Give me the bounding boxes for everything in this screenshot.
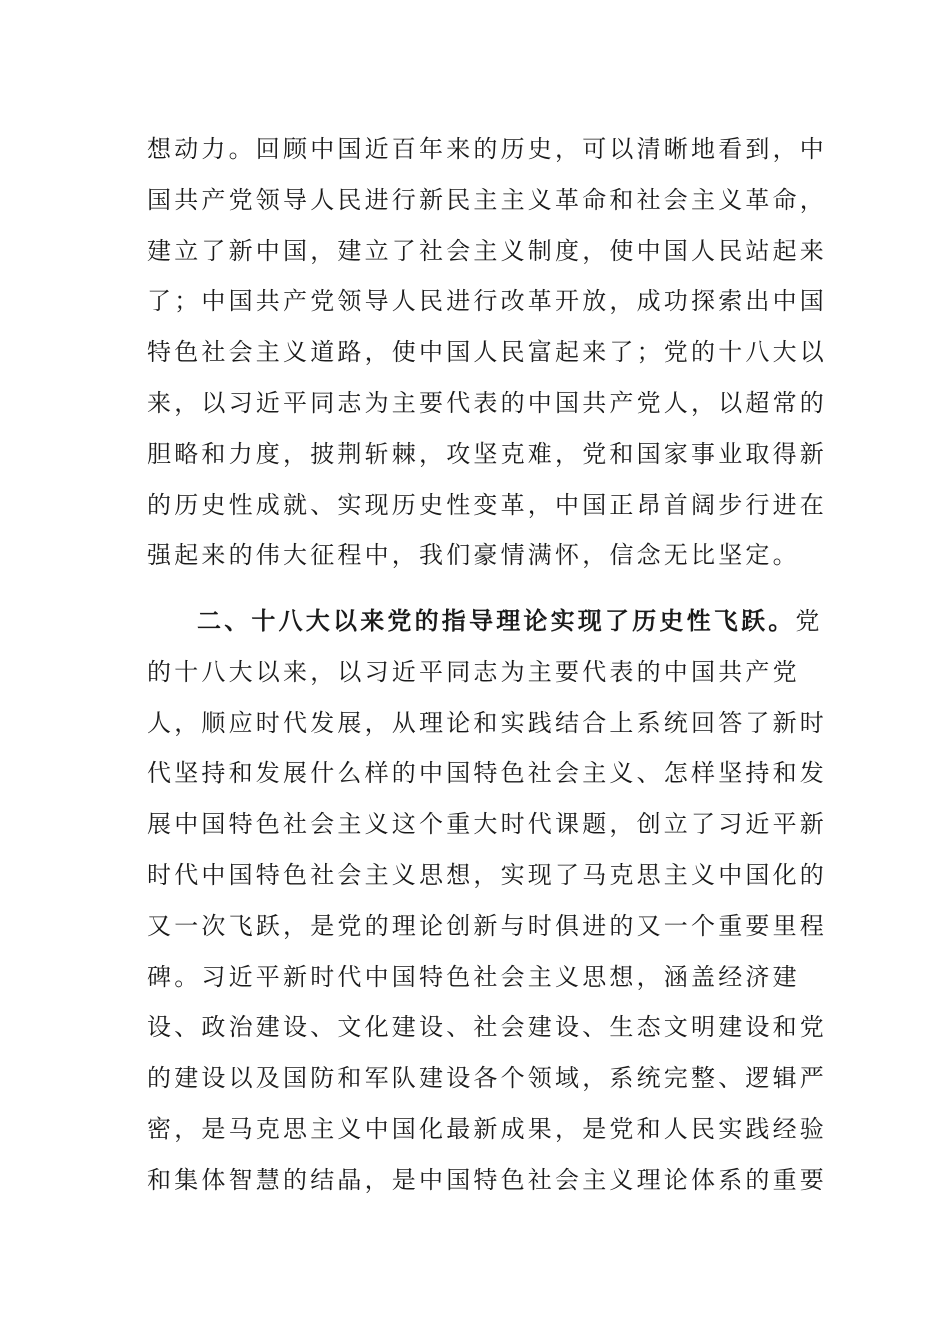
paragraph-line: 和集体智慧的结晶，是中国特色社会主义理论体系的重要 bbox=[147, 1165, 827, 1194]
paragraph-theory bbox=[147, 596, 827, 1206]
paragraph-line: 时代中国特色社会主义思想，实现了马克思主义中国化的 bbox=[147, 860, 827, 889]
paragraph-line: 国共产党领导人民进行新民主主义革命和社会主义革命， bbox=[147, 185, 827, 214]
paragraph-line: 想动力。回顾中国近百年来的历史，可以清晰地看到，中 bbox=[147, 135, 827, 163]
paragraph-line: 特色社会主义道路，使中国人民富起来了；党的十八大以 bbox=[147, 338, 827, 367]
section-heading: 二、十八大以来党的指导理论实现了历史性飞跃。 bbox=[197, 606, 796, 635]
paragraph-history bbox=[147, 124, 827, 581]
paragraph-line: 密，是马克思主义中国化最新成果，是党和人民实践经验 bbox=[147, 1114, 827, 1143]
paragraph-line-last: 强起来的伟大征程中，我们豪情满怀，信念无比坚定。 bbox=[147, 541, 800, 570]
section-heading-line bbox=[147, 596, 823, 647]
paragraph-line: 的十八大以来，以习近平同志为主要代表的中国共产党 bbox=[147, 657, 800, 686]
paragraph-line: 人，顺应时代发展，从理论和实践结合上系统回答了新时 bbox=[147, 708, 827, 737]
paragraph-line: 代坚持和发展什么样的中国特色社会主义、怎样坚持和发 bbox=[147, 759, 827, 788]
paragraph-line: 又一次飞跃，是党的理论创新与时俱进的又一个重要里程 bbox=[147, 911, 827, 940]
paragraph-line: 胆略和力度，披荆斩棘，攻坚克难，党和国家事业取得新 bbox=[147, 439, 827, 468]
paragraph-line: 的历史性成就、实现历史性变革，中国正昂首阔步行进在 bbox=[147, 490, 827, 519]
heading-tail-text: 党 bbox=[795, 607, 823, 635]
paragraph-line: 建立了新中国，建立了社会主义制度，使中国人民站起来 bbox=[147, 236, 827, 265]
paragraph-line: 了；中国共产党领导人民进行改革开放，成功探索出中国 bbox=[147, 287, 827, 316]
paragraph-line: 碑。习近平新时代中国特色社会主义思想，涵盖经济建 bbox=[147, 962, 800, 991]
paragraph-line: 的建设以及国防和军队建设各个领域，系统完整、逻辑严 bbox=[147, 1064, 827, 1093]
paragraph-line: 来，以习近平同志为主要代表的中国共产党人，以超常的 bbox=[147, 388, 827, 417]
paragraph-line: 展中国特色社会主义这个重大时代课题，创立了习近平新 bbox=[147, 810, 827, 839]
paragraph-line: 设、政治建设、文化建设、社会建设、生态文明建设和党 bbox=[147, 1013, 827, 1042]
